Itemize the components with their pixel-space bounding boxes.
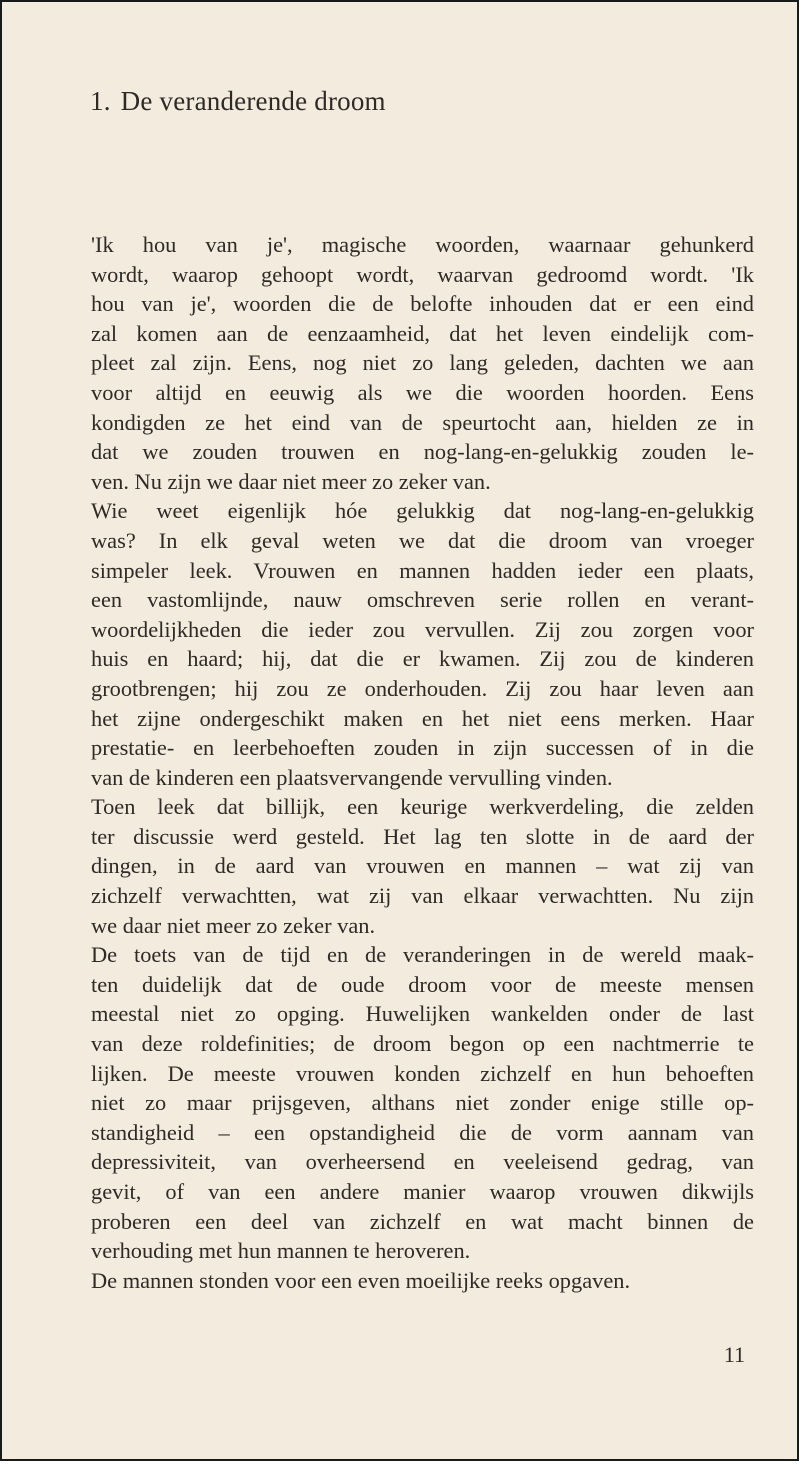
text-line: zichzelf verwachtten, wat zij van elkaar verwachtten. Nu zijn (91, 883, 754, 909)
text-line: zal komen aan de eenzaamheid, dat het leven eindelijk com- (91, 320, 754, 346)
text-line: van de kinderen een plaatsvervangende vervulling vinden. (91, 764, 613, 790)
text-line: De toets van de tijd en de veranderingen in de wereld maak- (91, 942, 754, 968)
text-line: lijken. De meeste vrouwen konden zichzelf en hun behoeften (91, 1060, 754, 1086)
paragraph (91, 792, 754, 940)
text-line: 'Ik hou van je', magische woorden, waarnaar gehunkerd (91, 232, 754, 257)
page-number: 11 (723, 1342, 745, 1367)
text-line: ten duidelijk dat de oude droom voor de meeste mensen (91, 971, 754, 997)
text-line: niet zo maar prijsgeven, althans niet zonder enige stille op- (91, 1090, 754, 1116)
text-line: huis en haard; hij, dat die er kwamen. Zij zou de kinderen (91, 646, 754, 672)
text-line: we daar niet meer zo zeker van. (91, 912, 376, 938)
text-line: verhouding met hun mannen te heroveren. (91, 1238, 471, 1264)
text-line: proberen een deel van zichzelf en wat macht binnen de (91, 1208, 754, 1234)
body-text (91, 230, 754, 1295)
text-line: De mannen stonden voor een even moeilijke reeks opgaven. (91, 1267, 631, 1293)
text-line: prestatie- en leerbehoeften zouden in zijn successen of in die (91, 735, 754, 761)
paragraph (91, 940, 754, 1266)
text-line: depressiviteit, van overheersend en veeleisend gedrag, van (91, 1149, 754, 1175)
paragraph (91, 1266, 754, 1296)
text-line: was? In elk geval weten we dat die droom van vroeger (91, 527, 754, 553)
text-line: hou van je', woorden die de belofte inhouden dat er een eind (91, 291, 754, 317)
text-line: woordelijkheden die ieder zou vervullen. Zij zou zorgen voor (91, 616, 754, 642)
paragraph (91, 496, 754, 792)
text-line: dat we zouden trouwen en nog-lang-en-gelukkig zouden le- (91, 439, 754, 465)
text-line: Toen leek dat billijk, een keurige werkverdeling, die zelden (91, 794, 754, 820)
text-line: wordt, waarop gehoopt wordt, waarvan gedroomd wordt. 'Ik (91, 261, 754, 287)
text-line: grootbrengen; hij zou ze onderhouden. Zij zou haar leven aan (91, 675, 754, 701)
text-line: simpeler leek. Vrouwen en mannen hadden ieder een plaats, (91, 557, 754, 583)
text-line: van deze roldefinities; de droom begon op een nachtmerrie te (91, 1031, 754, 1057)
text-line: Wie weet eigenlijk hóe gelukkig dat nog-lang-en-gelukkig (91, 498, 754, 524)
text-line: kondigden ze het eind van de speurtocht aan, hielden ze in (91, 409, 754, 435)
text-line: gevit, of van een andere manier waarop vrouwen dikwijls (91, 1179, 754, 1204)
text-line: het zijne ondergeschikt maken en het niet eens merken. Haar (91, 705, 754, 731)
chapter-title: De veranderende droom (120, 86, 386, 116)
text-line: ven. Nu zijn we daar niet meer zo zeker van. (91, 468, 491, 494)
text-line: een vastomlijnde, nauw omschreven serie rollen en verant- (91, 587, 754, 613)
text-line: meestal niet zo opging. Huwelijken wankelden onder de last (91, 1001, 754, 1027)
text-line: standigheid – een opstandigheid die de vorm aannam van (91, 1119, 754, 1145)
chapter-number: 1. (90, 86, 111, 116)
text-line: dingen, in de aard van vrouwen en mannen – wat zij van (91, 853, 754, 879)
text-line: ter discussie werd gesteld. Het lag ten slotte in de aard der (91, 823, 754, 849)
chapter-heading (90, 86, 386, 117)
paragraph (91, 230, 754, 496)
text-line: voor altijd en eeuwig als we die woorden hoorden. Eens (91, 379, 754, 405)
text-line: pleet zal zijn. Eens, nog niet zo lang geleden, dachten we aan (91, 350, 754, 376)
